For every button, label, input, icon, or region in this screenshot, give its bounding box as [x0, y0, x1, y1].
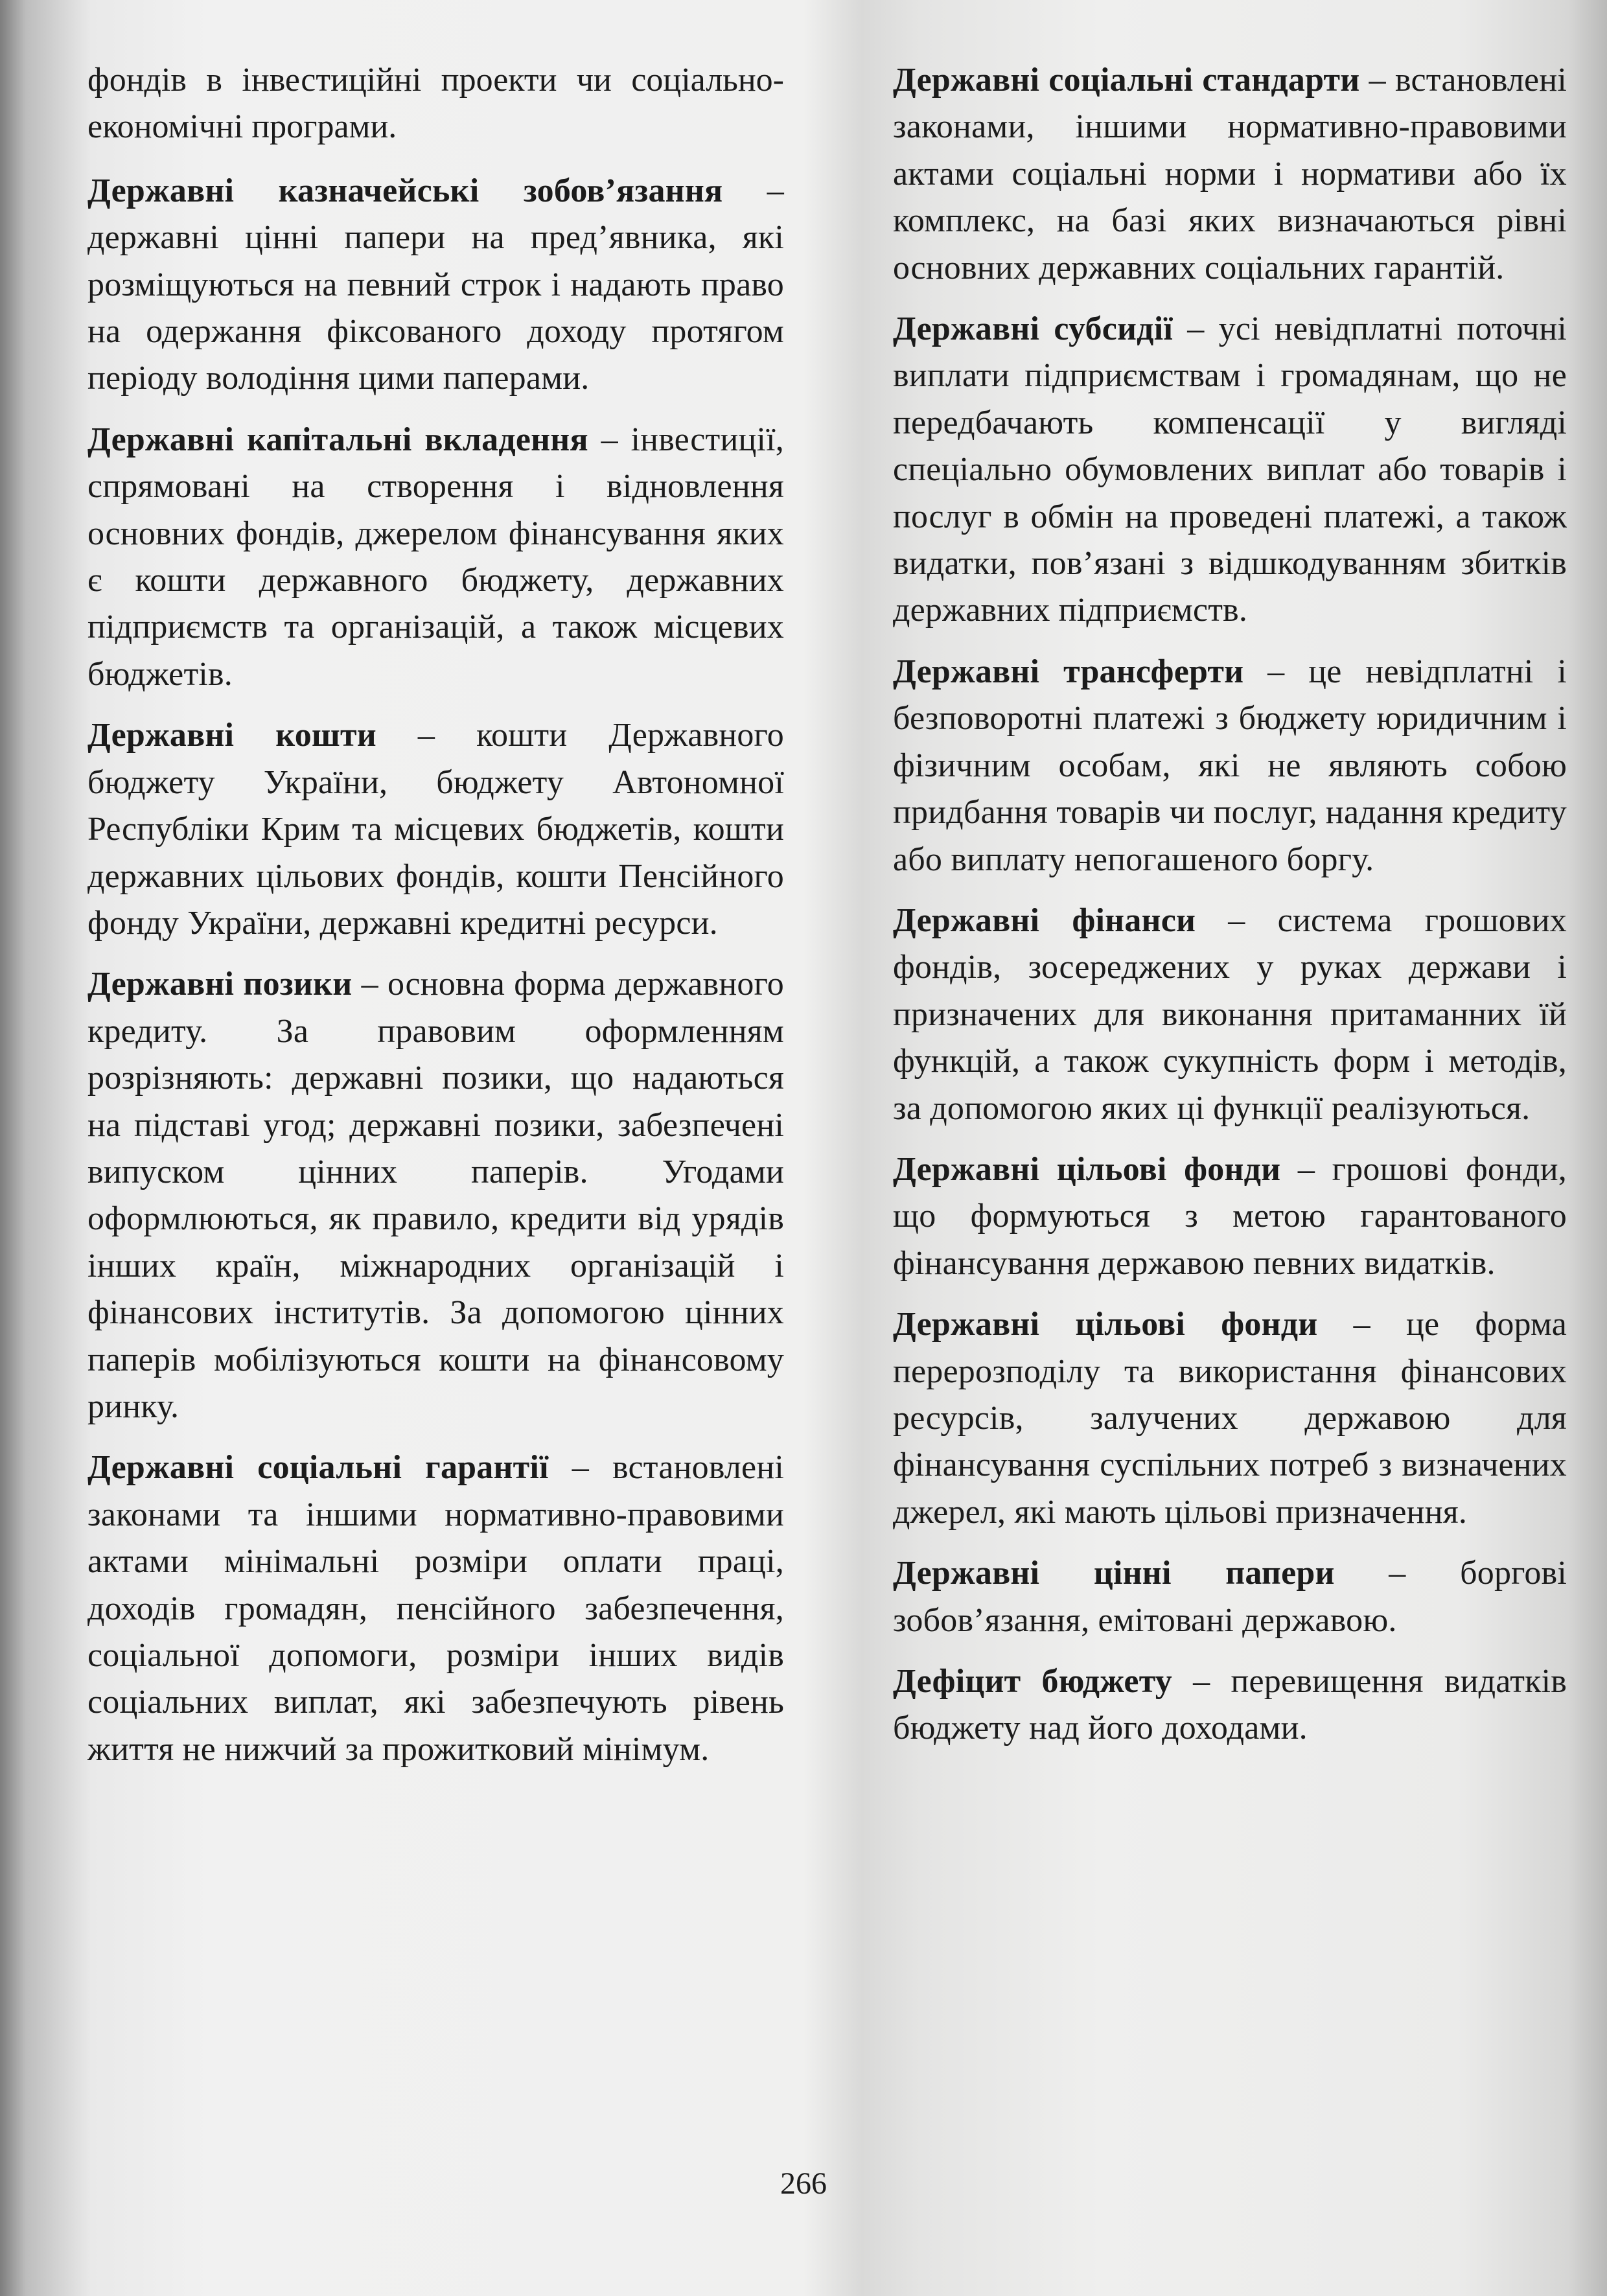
left-column [87, 57, 784, 1787]
glossary-entry [893, 306, 1567, 634]
entry-term: Державні субсидії [893, 310, 1173, 348]
entry-term: Державні цільові фонди [893, 1306, 1318, 1343]
glossary-entry [87, 168, 784, 402]
entry-definition: – встановлені законами, іншими нормативно-правовими актами соціальні норми і нормативи або їх комплекс, на базі яких визначаються рівні основних державних соціальних гарантій. [893, 62, 1567, 286]
entry-definition: – це невідплатні і безповоротні платежі з бюджету юридичним і фізичним особам, які не являють собою придбання товарів чи послуг, надання кредиту або виплату непогашеного боргу. [893, 653, 1567, 878]
right-column [893, 57, 1567, 1767]
entry-term: Державні позики [87, 966, 353, 1003]
entry-definition: – основна форма державного кредиту. За правовим оформленням розрізняють: державні позики, що надаються на підставі угод; державні позики, забезпечені випуском цінних паперів. Угодами оформлюються, як правило, кредити від урядів інших країн, міжнародних організацій і фінансових інститутів. За допомогою цінних паперів мобілізуються кошти на фінансовому ринку. [87, 966, 784, 1425]
entry-definition: – державні цінні папери на пред’явника, які розміщуються на певний строк і надають право на одержання фіксованого доходу протягом періоду володіння цими паперами. [87, 172, 784, 397]
glossary-entry [893, 649, 1567, 883]
entry-term: Державні соціальні стандарти [893, 62, 1360, 99]
entry-definition: – усі невідплатні поточні виплати підприємствам і громадянам, що не передбачають компенсації у вигляді спеціально обумовлених виплат або товарів і послуг в обмін на проведені платежі, а також видатки, пов’язані з відшкодуванням збитків державних підприємств. [893, 310, 1567, 629]
page-number: 266 [780, 2166, 827, 2201]
glossary-entry [893, 1301, 1567, 1536]
entry-definition: – грошові фонди, що формуються з метою гарантованого фінансування державою певних видатків. [893, 1150, 1567, 1282]
entry-term: Державні фінанси [893, 901, 1196, 939]
entry-term: Державні цінні папери [893, 1555, 1335, 1592]
entry-term: Державні трансферти [893, 653, 1244, 690]
entry-term: Державні казначейські зобов’язання [87, 172, 723, 209]
entry-definition: – це форма перерозподілу та використання фінансових ресурсів, залучених державою для фінансування суспільних потреб з визначених джерел, які мають цільові призначення. [893, 1306, 1567, 1531]
continuation-text: фондів в інвестиційні проекти чи соціально-економічні програми. [87, 62, 784, 146]
entry-definition: – інвестиції, спрямовані на створення і відновлення основних фондів, джерелом фінансування яких є кошти державного бюджету, державних підприємств та організацій, а також місцевих бюджетів. [87, 421, 784, 693]
entry-definition: – встановлені законами та іншими нормативно-правовими актами мінімальні розміри оплати праці, доходів громадян, пенсійного забезпечення, соціальної допомоги, розміри інших видів соціальних виплат, які забезпечують рівень життя не нижчий за прожитковий мінімум. [87, 1449, 784, 1768]
entry-term: Дефіцит бюджету [893, 1663, 1172, 1700]
entry-term: Державні соціальні гарантії [87, 1449, 549, 1487]
glossary-entry [87, 417, 784, 698]
entry-term: Державні кошти [87, 717, 376, 754]
entry-definition: – кошти Державного бюджету України, бюджету Автономної Республіки Крим та місцевих бюджетів, кошти державних цільових фондів, кошти Пенсійного фонду України, державні кредитні ресурси. [87, 717, 784, 942]
glossary-entry [893, 1146, 1567, 1287]
glossary-entry [87, 1444, 784, 1773]
glossary-entry [893, 1658, 1567, 1752]
entry-term: Державні капітальні вкладення [87, 421, 588, 458]
entry-term: Державні цільові фонди [893, 1150, 1281, 1188]
entry-definition: – боргові зобов’язання, емітовані державою. [893, 1555, 1567, 1639]
glossary-entry [893, 898, 1567, 1132]
entry-definition: – система грошових фондів, зосереджених у руках держави і призначених для виконання притаманних їй функцій, а також сукупність форм і методів, за допомогою яких ці функції реалізуються. [893, 901, 1567, 1127]
glossary-entry [893, 1550, 1567, 1644]
glossary-entry [87, 961, 784, 1430]
entry-definition: – перевищення видатків бюджету над його доходами. [893, 1663, 1567, 1747]
glossary-entry [893, 57, 1567, 292]
glossary-entry [87, 712, 784, 947]
